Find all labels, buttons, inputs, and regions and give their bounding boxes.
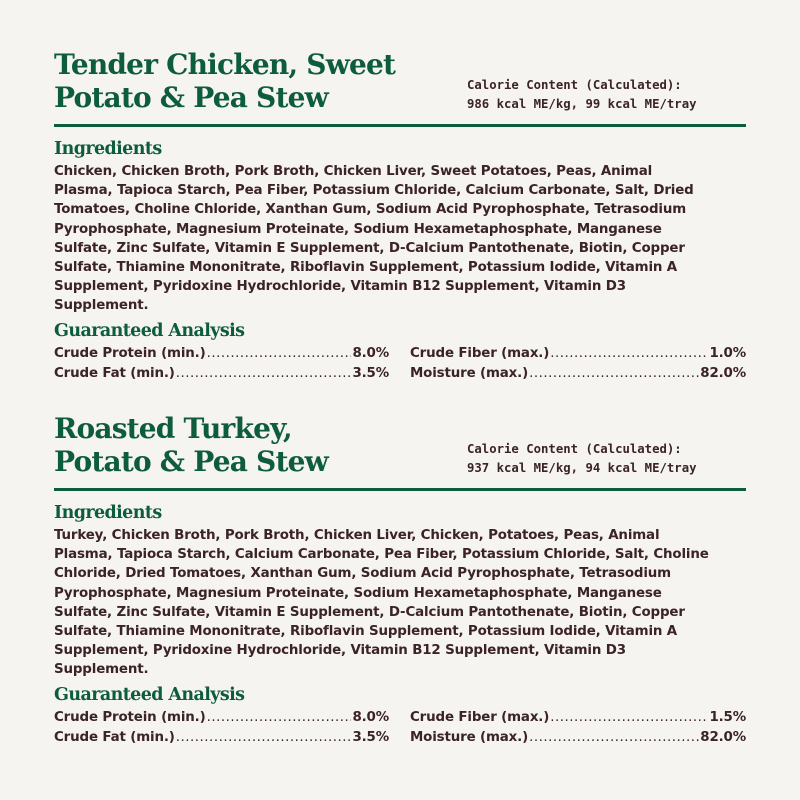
analysis-value: 82.0% (700, 366, 746, 381)
analysis-label: Crude Fat (min.) (54, 366, 175, 381)
ingredients-heading: Ingredients (54, 139, 162, 159)
analysis-label: Moisture (max.) (410, 730, 529, 745)
title-line-2: Potato & Pea Stew (54, 81, 328, 114)
product-section-chicken (54, 48, 746, 381)
leader-dots (529, 730, 699, 745)
analysis-label: Crude Protein (min.) (54, 346, 206, 361)
leader-dots (529, 366, 699, 381)
analysis-value: 1.5% (709, 710, 746, 725)
analysis-label: Moisture (max.) (410, 366, 529, 381)
calorie-value: 937 kcal ME/kg, 94 kcal ME/tray (467, 461, 697, 475)
calorie-content (467, 440, 697, 478)
leader-dots (176, 730, 352, 745)
calorie-label: Calorie Content (Calculated): (467, 442, 682, 456)
analysis-row-crude-protein (54, 710, 389, 730)
analysis-row-crude-fat (54, 366, 389, 386)
calorie-content (467, 76, 697, 114)
analysis-value: 3.5% (352, 366, 389, 381)
analysis-row-moisture (410, 730, 746, 750)
divider-rule (54, 488, 746, 491)
analysis-label: Crude Fiber (max.) (410, 346, 550, 361)
product-title (54, 48, 454, 114)
analysis-value: 1.0% (709, 346, 746, 361)
ingredients-heading: Ingredients (54, 503, 162, 523)
analysis-value: 8.0% (352, 710, 389, 725)
title-line-2: Potato & Pea Stew (54, 445, 328, 478)
product-section-turkey (54, 412, 746, 745)
analysis-value: 3.5% (352, 730, 389, 745)
product-title (54, 412, 454, 478)
analysis-label: Crude Fat (min.) (54, 730, 175, 745)
analysis-row-crude-protein (54, 346, 389, 366)
analysis-row-moisture (410, 366, 746, 386)
product-header (54, 412, 746, 488)
leader-dots (176, 366, 352, 381)
ingredients-text: Turkey, Chicken Broth, Pork Broth, Chicken Liver, Chicken, Potatoes, Peas, Animal Plasma, Tapioca Starch, Calcium Carbonate, Pea Fiber, Potassium Chloride, Salt, Choline Chloride, Dried Tomatoes, Xanthan Gum, Sodium Acid Pyrophosphate, Tetrasodium Pyrophosphate, Magnesium Proteinate, Sodium Hexametaphosphate, Manganese Sulfate, Zinc Sulfate, Vitamin E Supplement, D-Calcium Pantothenate, Biotin, Copper Sulfate, Thiamine Mononitrate, Riboflavin Supplement, Potassium Iodide, Vitamin A Supplement, Pyridoxine Hydrochloride, Vitamin B12 Supplement, Vitamin D3 Supplement. (54, 528, 709, 678)
guaranteed-analysis-heading: Guaranteed Analysis (54, 685, 245, 705)
analysis-label: Crude Fiber (max.) (410, 710, 550, 725)
leader-dots (207, 710, 352, 725)
calorie-label: Calorie Content (Calculated): (467, 78, 682, 92)
analysis-value: 82.0% (700, 730, 746, 745)
guaranteed-analysis-heading: Guaranteed Analysis (54, 321, 245, 341)
analysis-row-crude-fat (54, 730, 389, 750)
analysis-row-crude-fiber (410, 346, 746, 366)
ingredients-text: Chicken, Chicken Broth, Pork Broth, Chicken Liver, Sweet Potatoes, Peas, Animal Plasma, Tapioca Starch, Pea Fiber, Potassium Chloride, Calcium Carbonate, Salt, Dried Tomatoes, Choline Chloride, Xanthan Gum, Sodium Acid Pyrophosphate, Tetrasodium Pyrophosphate, Magnesium Proteinate, Sodium Hexametaphosphate, Manganese Sulfate, Zinc Sulfate, Vitamin E Supplement, D-Calcium Pantothenate, Biotin, Copper Sulfate, Thiamine Mononitrate, Riboflavin Supplement, Potassium Iodide, Vitamin A Supplement, Pyridoxine Hydrochloride, Vitamin B12 Supplement, Vitamin D3 Supplement. (54, 164, 694, 314)
product-header (54, 48, 746, 124)
title-line-1: Tender Chicken, Sweet (54, 48, 396, 81)
leader-dots (550, 346, 708, 361)
leader-dots (550, 710, 708, 725)
leader-dots (207, 346, 352, 361)
title-line-1: Roasted Turkey, (54, 412, 292, 445)
analysis-label: Crude Protein (min.) (54, 710, 206, 725)
calorie-value: 986 kcal ME/kg, 99 kcal ME/tray (467, 97, 697, 111)
divider-rule (54, 124, 746, 127)
analysis-row-crude-fiber (410, 710, 746, 730)
analysis-value: 8.0% (352, 346, 389, 361)
